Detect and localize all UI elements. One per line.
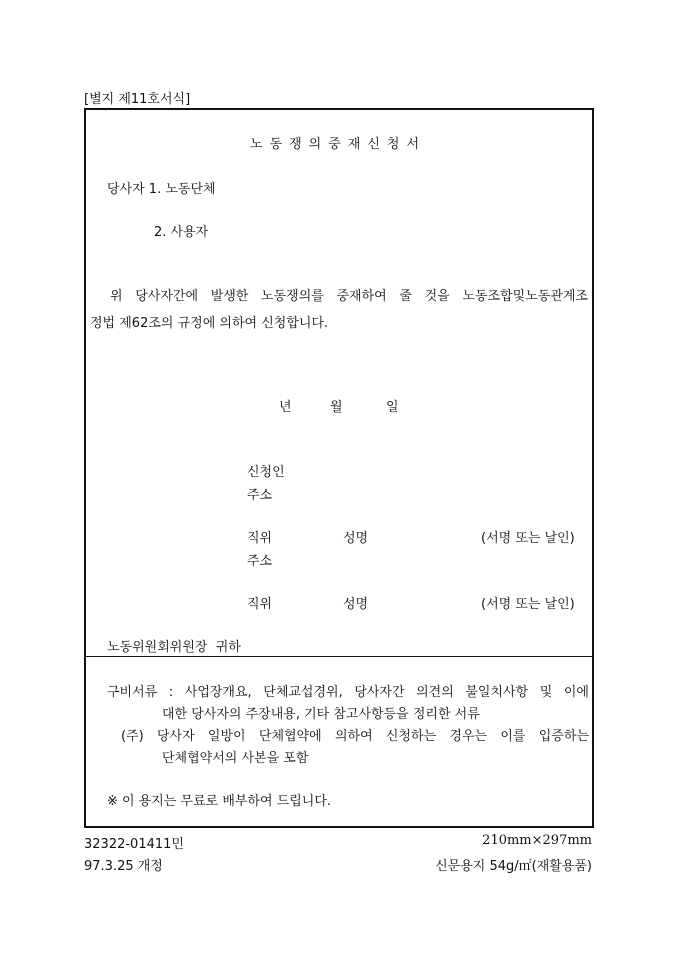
applicant-label: 신청인 [247,465,285,480]
applicant-seal-1: (서명 또는 날인) [481,531,575,546]
applicant-address-2: 주소 [247,554,273,569]
applicant-seal-2: (서명 또는 날인) [481,597,575,612]
body-line-2: 정법 제62조의 규정에 의하여 신청합니다. [90,316,329,331]
revision-date: 97.3.25 개정 [84,859,163,874]
applicant-position-2: 직위 [247,597,273,612]
paper-spec: 신문용지 54g/㎡(재활용품) [435,859,592,874]
free-notice: ※ 이 용지는 무료로 배부하여 드립니다. [107,794,332,809]
docs-line-1: 구비서류 : 사업장개요, 단체교섭경위, 당사자간 의견의 불일치사항 및 이에 [107,685,589,700]
docs-line-2: 대한 당사자의 주장내용, 기타 참고사항등을 정리한 서류 [162,707,480,722]
date-day: 일 [386,400,399,415]
applicant-name-2: 성명 [343,597,369,612]
parties-employer: 2. 사용자 [154,225,209,240]
applicant-position-1: 직위 [247,531,273,546]
recipient: 노동위원회위원장 귀하 [107,640,241,655]
form-title: 노동쟁의중재신청서 [250,137,427,152]
applicant-address-1: 주소 [247,488,273,503]
body-line-1: 위 당사자간에 발생한 노동쟁의를 중재하여 줄 것을 노동조합및노동관계조 [110,289,588,304]
form-code: 32322-01411민 [84,837,184,852]
date-year: 년 [279,400,292,415]
section-divider [84,656,594,657]
applicant-name-1: 성명 [343,531,369,546]
docs-line-3: (주) 당사자 일방이 단체협약에 의하여 신청하는 경우는 이를 입증하는 [121,729,589,744]
form-number: [별지 제11호서식] [84,92,191,107]
paper-size: 210mm×297mm [482,833,592,848]
parties-label: 당사자 1. 노동단체 [107,182,216,197]
date-month: 월 [330,400,343,415]
docs-line-4: 단체협약서의 사본을 포함 [162,751,309,766]
